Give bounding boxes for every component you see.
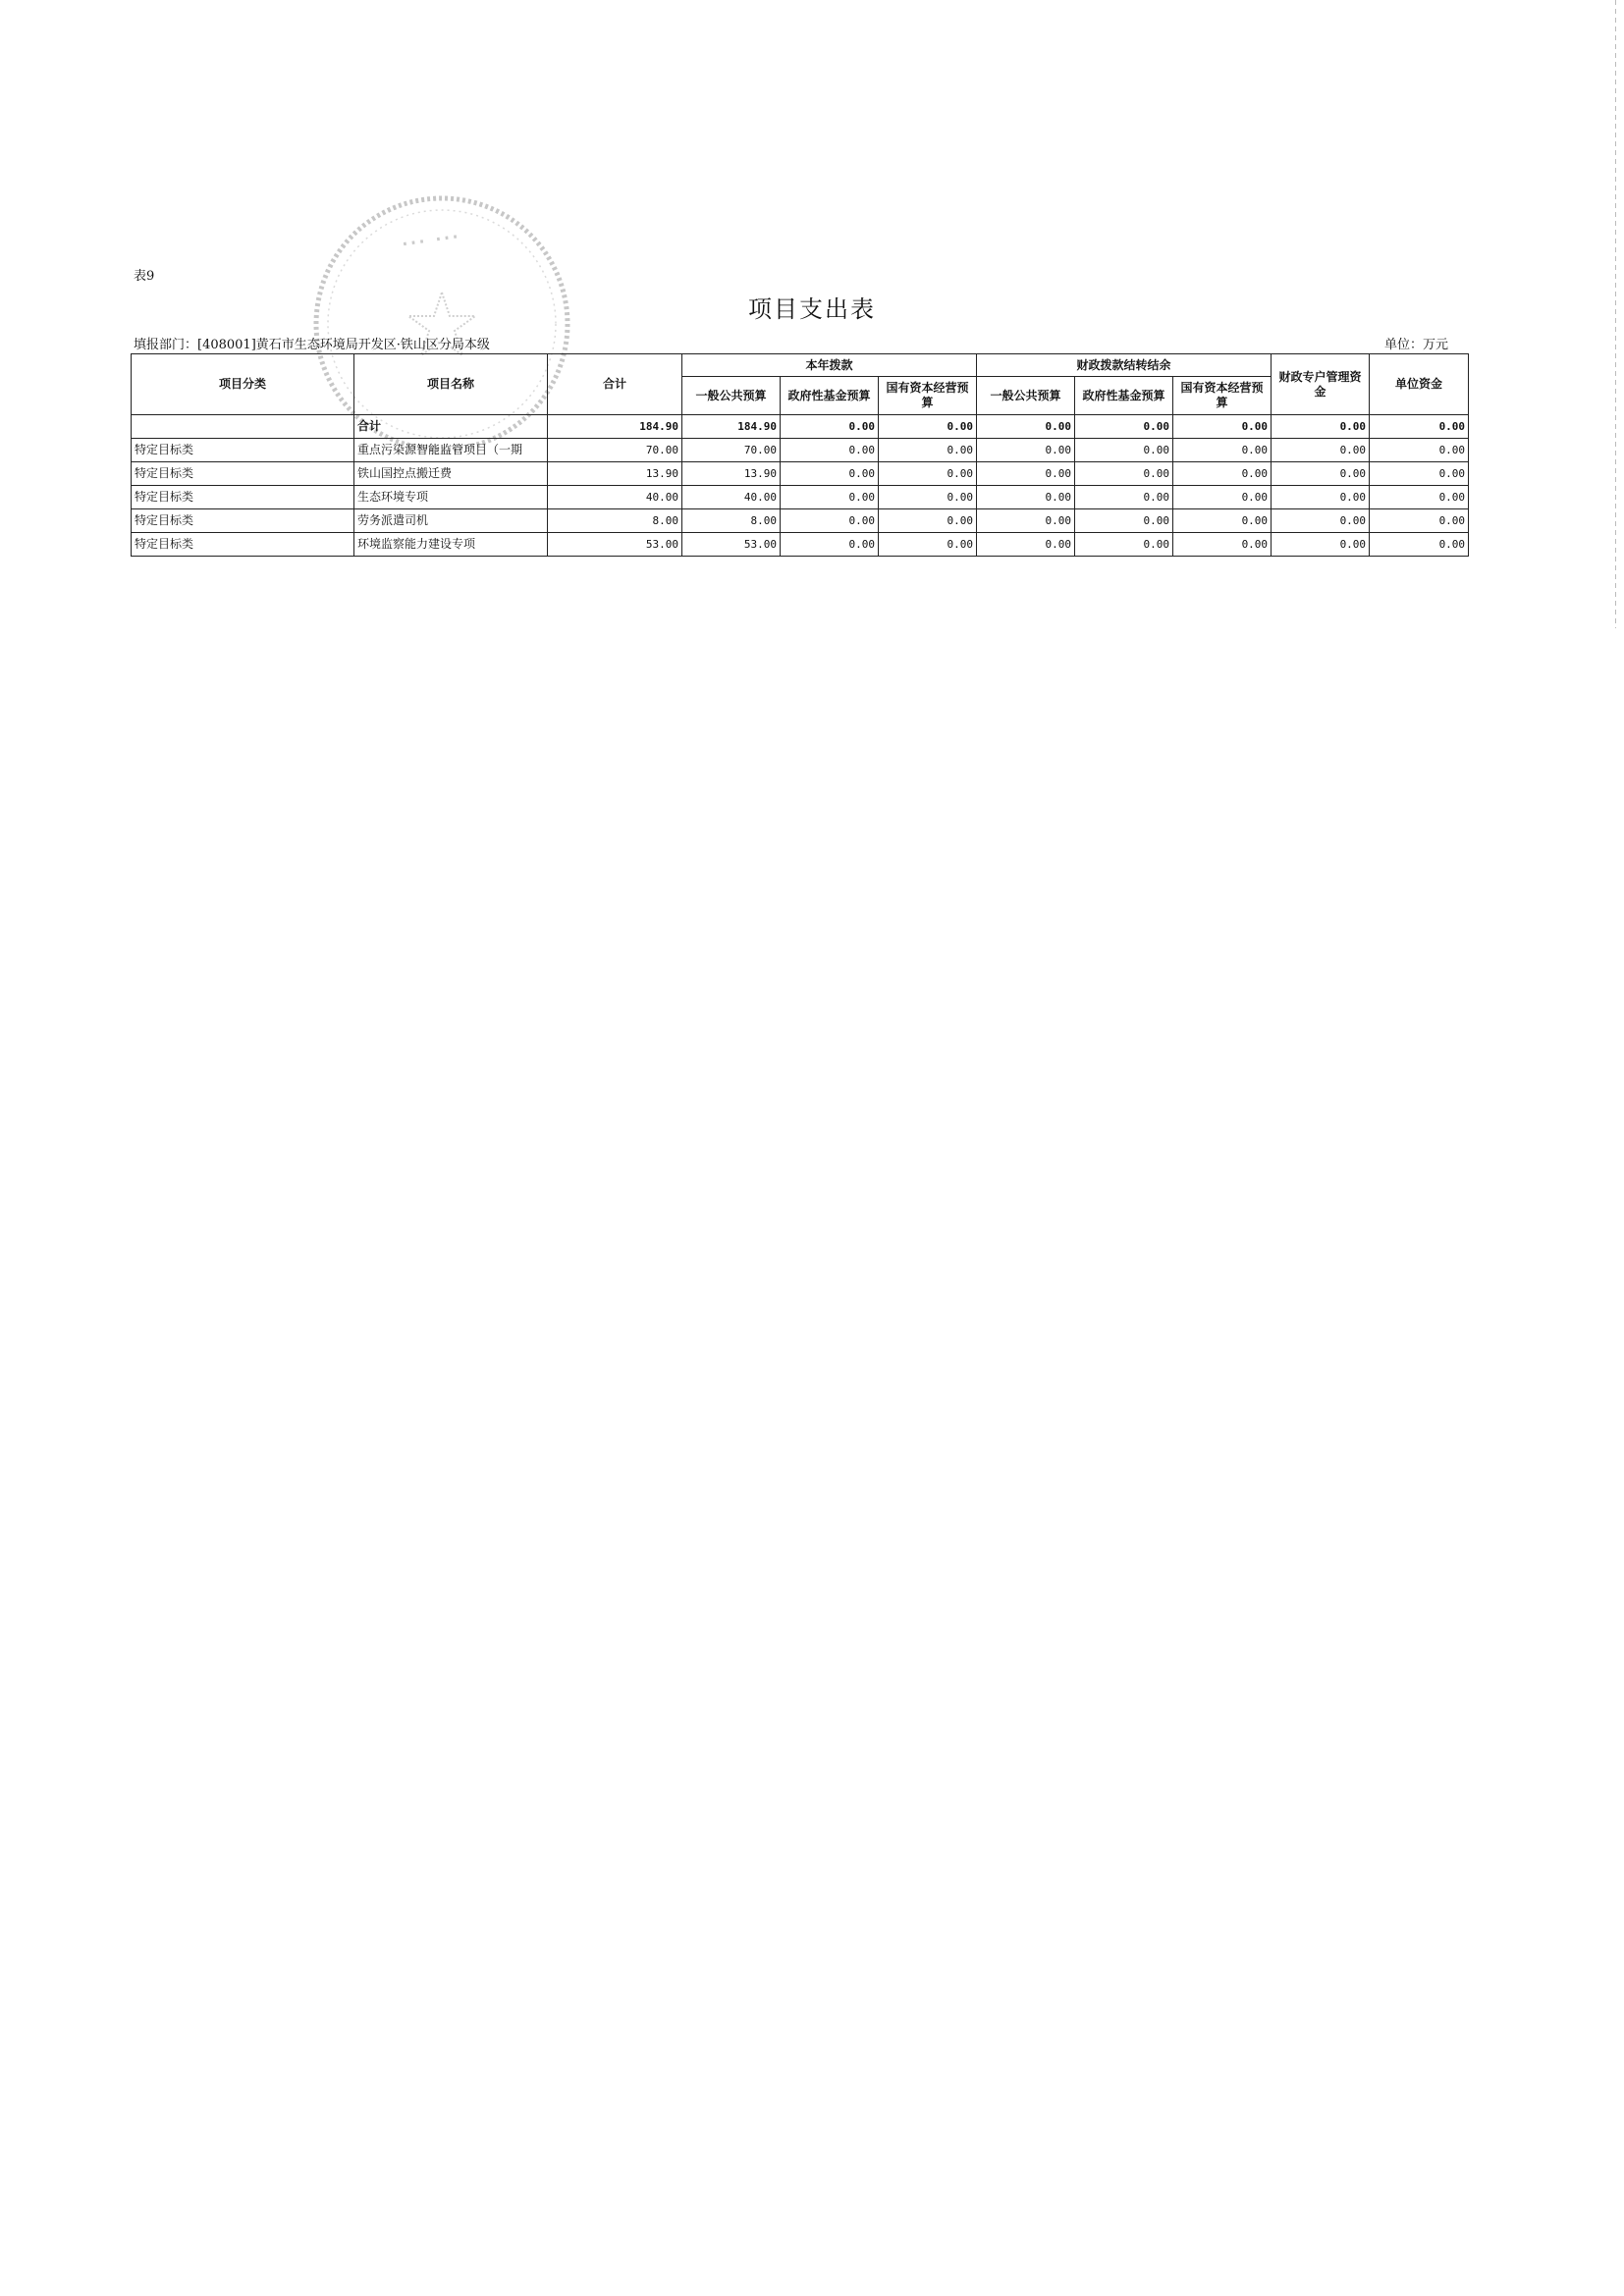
unit-label: 单位：万元	[1384, 338, 1449, 352]
cell-unit-fund: 0.00	[1370, 533, 1469, 557]
table-row	[132, 509, 1469, 533]
cell-carry-gov-fund: 0.00	[1075, 462, 1173, 486]
cell-category: 特定目标类	[132, 533, 354, 557]
cell-gov-fund: 0.00	[781, 509, 879, 533]
cell-general-budget: 70.00	[682, 439, 781, 462]
cell-unit-fund: 0.00	[1370, 509, 1469, 533]
cell-special-account: 0.00	[1272, 533, 1370, 557]
table-number-label: 表9	[134, 269, 155, 284]
table-row	[132, 462, 1469, 486]
cell-carry-general-budget: 0.00	[977, 415, 1075, 439]
cell-unit-fund: 0.00	[1370, 486, 1469, 509]
cell-carry-gov-fund: 0.00	[1075, 486, 1173, 509]
svg-text:⋯ ⋯: ⋯ ⋯	[399, 221, 461, 259]
cell-carry-state-capital: 0.00	[1173, 415, 1272, 439]
table-row	[132, 486, 1469, 509]
cell-project-name: 重点污染源智能监管项目（一期	[354, 439, 548, 462]
table-row-total	[132, 415, 1469, 439]
cell-carry-state-capital: 0.00	[1173, 439, 1272, 462]
header-group-carryover: 财政拨款结转结余	[977, 354, 1272, 377]
cell-project-name: 生态环境专项	[354, 486, 548, 509]
header-unit-fund: 单位资金	[1370, 354, 1469, 415]
cell-gov-fund: 0.00	[781, 533, 879, 557]
cell-carry-state-capital: 0.00	[1173, 462, 1272, 486]
cell-category	[132, 415, 354, 439]
cell-gov-fund: 0.00	[781, 462, 879, 486]
cell-category: 特定目标类	[132, 486, 354, 509]
header-group-current-year: 本年拨款	[682, 354, 977, 377]
cell-total: 70.00	[548, 439, 682, 462]
cell-category: 特定目标类	[132, 509, 354, 533]
cell-carry-general-budget: 0.00	[977, 462, 1075, 486]
cell-project-name: 环境监察能力建设专项	[354, 533, 548, 557]
cell-general-budget: 184.90	[682, 415, 781, 439]
cell-carry-general-budget: 0.00	[977, 486, 1075, 509]
cell-carry-gov-fund: 0.00	[1075, 415, 1173, 439]
cell-gov-fund: 0.00	[781, 439, 879, 462]
cell-general-budget: 40.00	[682, 486, 781, 509]
page-title: 项目支出表	[748, 295, 876, 323]
cell-total: 53.00	[548, 533, 682, 557]
cell-special-account: 0.00	[1272, 415, 1370, 439]
cell-state-capital: 0.00	[879, 533, 977, 557]
table-header-row-1	[132, 354, 1469, 377]
cell-carry-state-capital: 0.00	[1173, 533, 1272, 557]
cell-state-capital: 0.00	[879, 439, 977, 462]
cell-state-capital: 0.00	[879, 415, 977, 439]
cell-unit-fund: 0.00	[1370, 439, 1469, 462]
table-row	[132, 533, 1469, 557]
cell-carry-state-capital: 0.00	[1173, 509, 1272, 533]
cell-special-account: 0.00	[1272, 439, 1370, 462]
cell-special-account: 0.00	[1272, 462, 1370, 486]
header-state-capital: 国有资本经营预算	[879, 377, 977, 415]
cell-total: 184.90	[548, 415, 682, 439]
header-carry-state-capital: 国有资本经营预算	[1173, 377, 1272, 415]
cell-gov-fund: 0.00	[781, 486, 879, 509]
cell-category: 特定目标类	[132, 462, 354, 486]
cell-project-name: 合计	[354, 415, 548, 439]
header-total: 合计	[548, 354, 682, 415]
header-carry-general-budget: 一般公共预算	[977, 377, 1075, 415]
cell-project-name: 劳务派遣司机	[354, 509, 548, 533]
cell-project-name: 铁山国控点搬迁费	[354, 462, 548, 486]
cell-general-budget: 13.90	[682, 462, 781, 486]
cell-total: 40.00	[548, 486, 682, 509]
cell-general-budget: 8.00	[682, 509, 781, 533]
cell-carry-gov-fund: 0.00	[1075, 509, 1173, 533]
cell-carry-state-capital: 0.00	[1173, 486, 1272, 509]
cell-carry-general-budget: 0.00	[977, 439, 1075, 462]
cell-special-account: 0.00	[1272, 486, 1370, 509]
cell-state-capital: 0.00	[879, 486, 977, 509]
cell-carry-gov-fund: 0.00	[1075, 439, 1173, 462]
cell-category: 特定目标类	[132, 439, 354, 462]
project-expenditure-table	[131, 353, 1469, 557]
cell-general-budget: 53.00	[682, 533, 781, 557]
cell-state-capital: 0.00	[879, 462, 977, 486]
cell-gov-fund: 0.00	[781, 415, 879, 439]
cell-state-capital: 0.00	[879, 509, 977, 533]
cell-total: 8.00	[548, 509, 682, 533]
reporting-department: 填报部门：[408001]黄石市生态环境局开发区·铁山区分局本级	[134, 338, 490, 352]
cell-carry-gov-fund: 0.00	[1075, 533, 1173, 557]
header-gov-fund: 政府性基金预算	[781, 377, 879, 415]
cell-unit-fund: 0.00	[1370, 415, 1469, 439]
header-carry-gov-fund: 政府性基金预算	[1075, 377, 1173, 415]
cell-unit-fund: 0.00	[1370, 462, 1469, 486]
table-row	[132, 439, 1469, 462]
header-project-name: 项目名称	[354, 354, 548, 415]
cell-carry-general-budget: 0.00	[977, 509, 1075, 533]
cell-special-account: 0.00	[1272, 509, 1370, 533]
cell-total: 13.90	[548, 462, 682, 486]
header-category: 项目分类	[132, 354, 354, 415]
cell-carry-general-budget: 0.00	[977, 533, 1075, 557]
header-special-account: 财政专户管理资金	[1272, 354, 1370, 415]
header-general-budget: 一般公共预算	[682, 377, 781, 415]
